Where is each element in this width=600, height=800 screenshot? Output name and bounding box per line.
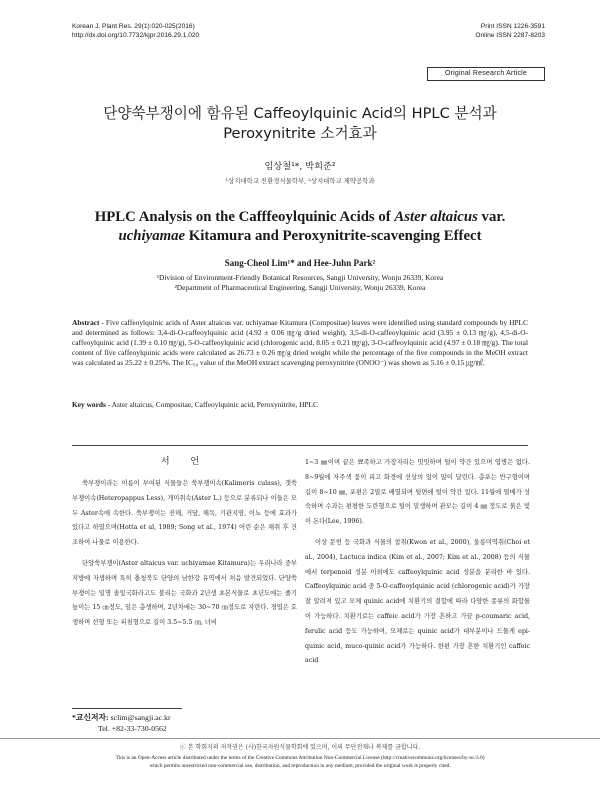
correspondence xyxy=(72,712,171,734)
abstract-text: - Five caffeoylquinic acids of Aster altaicus var. uchiyamae Kitamura (Compositae) leaves were identified using standard compounds by HPLC and determined as follows: 3,4-di-O-caffeoylquinic acid (4.92 ± 0.06 ㎎/g dried weight), 3,5-di-O-caffeoylquinic acid (3.95 ± 0.13 ㎎/g), 4,5-di-O-caffeoylquinic acid (1.39 ± 0.10 ㎎/g), 5-O-caffeoylquinic acid (chlorogenic acid, 8.05 ± 0.21 ㎎/g), 3-O-caffeoylquinic acid (4.97 ± 0.18 ㎎/g). The total content of five caffeoylquinic acids were calculated as 26.73 ± 0.26 ㎎/g dried weight while the percentage of the five compounds in the MeOH extract was calculated as 25.22 ± 0.25%. The IC₅₀ value of the MeOH extract scavenging peroxynitrite (ONOO⁻) was shown as 5.16 ± 0.15 ㎍/㎖. xyxy=(72,318,528,367)
abstract-label: Abstract xyxy=(72,318,100,327)
article-type-badge: Original Research Article xyxy=(427,67,545,81)
english-title xyxy=(72,208,528,246)
korean-title-line1: 단양쑥부쟁이에 함유된 Caffeoylquinic Acid의 HPLC 분석과 xyxy=(103,105,497,122)
korean-authors: 임상철¹*, 박희준² xyxy=(264,161,336,172)
left-column xyxy=(72,455,297,637)
intro-paragraph: 쑥부쟁이라는 이름이 부여된 식물들은 쑥부쟁이속(Kalimeris culass), 갯쑥부쟁이속(Heteropappus Less), 개미취속(Aster L.) 등으로 분류되나 이들은 모두 Aster속에 속한다. 쑥부쟁이는 진해, 거담, 해독, 기관지염, 이뇨 등에 효과가 있다고 하였으며(Hotta et al, 1989; Song et al., 1974) 어린 순은 채취 후 건조하여 나물로 이용한다. xyxy=(72,480,297,547)
keywords xyxy=(72,400,528,409)
license-line: which permits unrestricted non-commercial use, distribution, and reproduction in any medium, provided the original work is properly cited. xyxy=(149,762,451,769)
intro-paragraph: 단양쑥부쟁이(Aster altaicus var. uchiyamae Kitamura)는 우리나라 중부지방에 자생하며 특히 충청북도 단양의 남한강 유역에서 처음 발견되었다. 단양쑥부쟁이는 일명 솔잎국화라고도 불리는 국화과 2년생 초본식물로 초년도에는 줄기높이는 15 ㎝정도, 잎은 총생하며, 2년차에는 30~70 ㎝정도로 자란다. 경엽은 호생하며 선형 또는 피침형으로 길이 3.5~5.5 ㎝, 너비 xyxy=(72,559,297,627)
journal-header xyxy=(72,22,199,40)
keywords-label: Key words xyxy=(72,400,106,409)
english-title-species: Aster altaicus xyxy=(394,209,478,225)
korean-affiliation: ¹상지대학교 친환경식물학부, ²상지대학교 제약공학과 xyxy=(225,177,375,185)
correspondence-email[interactable]: sclim@sangji.ac.kr xyxy=(110,713,171,722)
footer-divider xyxy=(0,738,600,739)
intro-paragraph: 이상 문헌 등 국화과 식물의 참취(Kwon et al., 2000), 울릉미역취(Choi et al., 2004), Lactuca indica (Kim et al., 2007; Kim et al., 2008) 등의 식물에서 terpenoid 성분 이외에도 caffeoylquinic acid 성분을 분리한 바 있다. Caffeoylquinic acid 중 5-O-caffeoylquinic acid (chlorogenic acid)가 가장 잘 알려져 있고 모체 quinic acid에 치환기의 결합에 따라 다양한 종류의 화합물이 가능하다. 치환기로는 caffeic acid가 가장 흔하고 가끔 p-coumaric acid, ferulic acid 등도 가능하며, 모체로는 quinic acid가 대부분이나 드물게 epi-quinic acid, muco-quinic acid가 가능하다. 한편 가장 흔한 치환기인 caffeic acid xyxy=(305,538,530,665)
english-affiliations xyxy=(72,273,528,293)
korean-title xyxy=(60,104,540,144)
license-notice xyxy=(60,755,540,770)
issn-block xyxy=(475,22,545,40)
doi-link[interactable]: http://dx.doi.org/10.7732/kjpr.2016.29.1.020 xyxy=(72,32,200,39)
intro-paragraph: 1~3 ㎜이며 끝은 뾰족하고 가장자리는 밋밋하며 털이 약간 있으며 엽병은 없다. 8~9월에 자주색 꽃이 피고 화경에 선상의 잎이 많이 달린다. 총포는 반구형이며 길이 8~10 ㎜, 포편은 2열로 배열되며 뒷면에 털이 약간 있다. 11월에 열매가 성숙하며 수과는 편평한 도란형으로 털이 밀생하며 관모는 길이 4 ㎜ 정도로 붉은 빛이 돈다(Lee, 1996). xyxy=(305,459,530,526)
footnote-divider xyxy=(72,708,182,709)
print-issn: Print ISSN 1226-3591 xyxy=(480,23,545,30)
keywords-text: - Aster altaicus, Compositae, Caffeoylquinic acid, Peroxynitrite, HPLC xyxy=(105,400,318,409)
affiliation-2: ²Department of Pharmaceutical Engineering, Sangji University, Wonju 26339, Korea xyxy=(174,283,426,292)
affiliation-1: ¹Division of Environment-Friendly Botanical Resources, Sangji University, Wonju 26339, Korea xyxy=(156,273,444,282)
correspondence-label: *교신저자: xyxy=(72,713,109,722)
right-column xyxy=(305,456,530,675)
english-title-part: HPLC Analysis on the Cafffeoylquinic Acids of xyxy=(94,209,395,225)
korean-title-line2: Peroxynitrite 소거효과 xyxy=(223,125,377,142)
section-divider xyxy=(72,445,528,446)
abstract xyxy=(72,318,528,368)
journal-citation: Korean J. Plant Res. 29(1):020-025(2016) xyxy=(72,23,195,30)
online-issn: Online ISSN 2287-8203 xyxy=(475,32,545,39)
english-title-part: var. xyxy=(477,209,506,225)
license-line: This is an Open-Access article distributed under the terms of the Creative Commons Attribution Non-Commercial License (http://creativecommons.org/licenses/by-nc/3.0) xyxy=(115,755,485,761)
correspondence-tel: Tel. +82-33-730-0562 xyxy=(98,724,167,733)
english-title-variety: uchiyamae xyxy=(118,228,186,244)
copyright-notice: ⓒ 본 학회지의 저작권은 (사)한국자원식물학회에 있으며, 이의 무단전재나 복제를 금합니다. xyxy=(179,744,421,751)
english-title-part: Kitamura and Peroxynitrite-scavenging Effect xyxy=(185,228,482,244)
english-authors: Sang-Cheol Lim¹* and Hee-Juhn Park² xyxy=(224,258,376,268)
section-heading: 서 언 xyxy=(160,457,209,467)
